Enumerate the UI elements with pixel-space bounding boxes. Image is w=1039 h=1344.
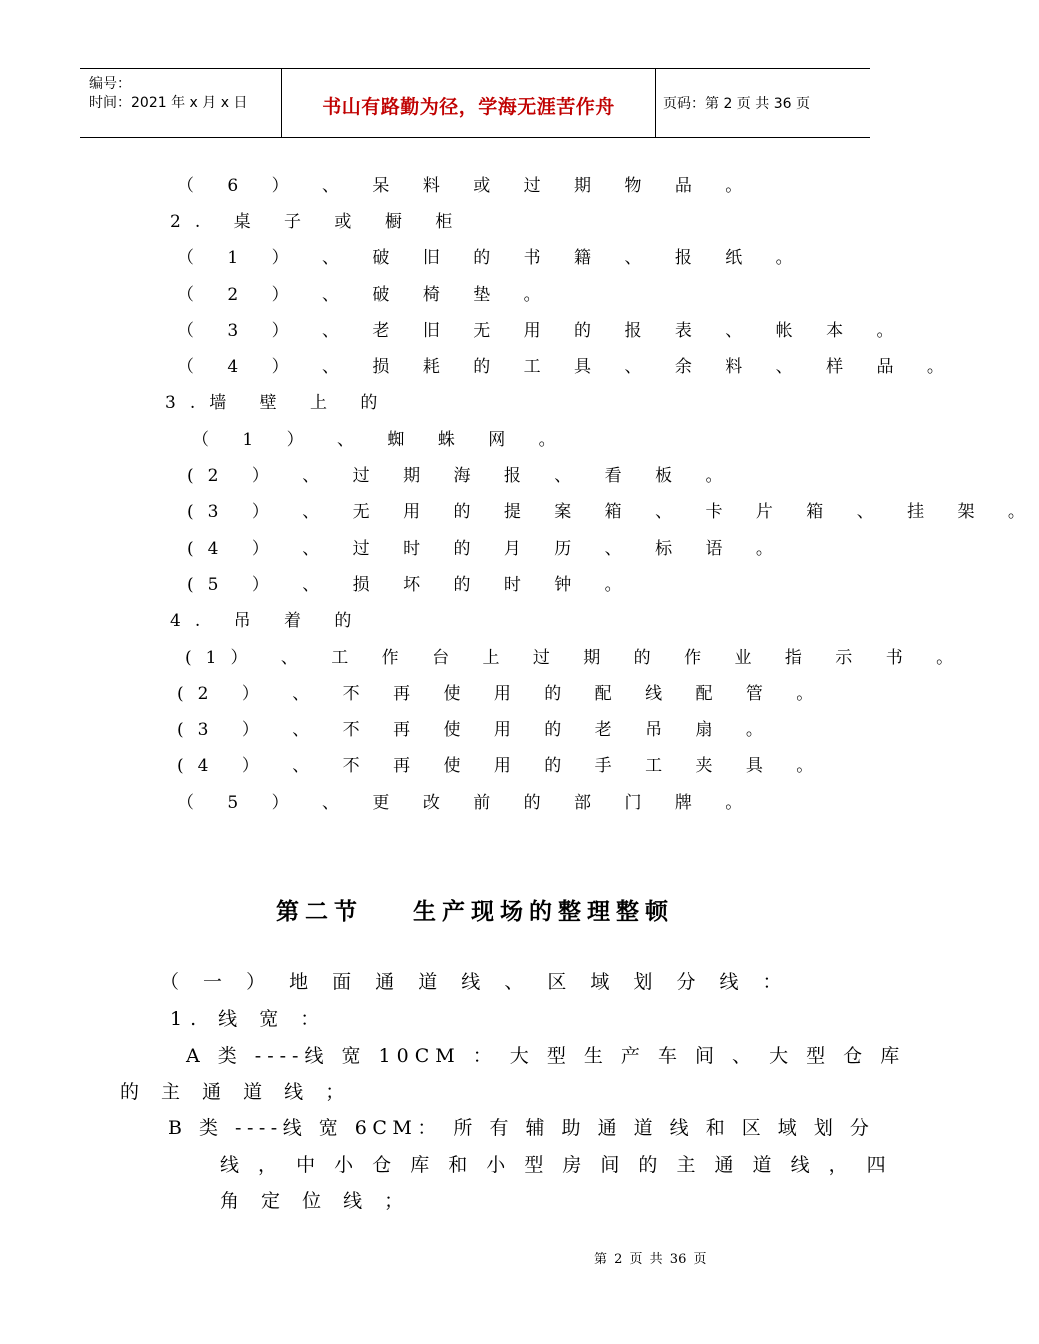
text-line: (2 ） 、 不 再 使 用 的 配 线 配 管 。 xyxy=(177,684,828,704)
text-line: 线 ， 中 小 仓 库 和 小 型 房 间 的 主 通 道 线 ， 四 xyxy=(220,1154,893,1176)
text-line: (3 ） 、 不 再 使 用 的 老 吊 扇 。 xyxy=(177,720,777,740)
number-label: 编号： xyxy=(89,76,131,92)
text-line: （ 1 ） 、 蜘 蛛 网 。 xyxy=(192,430,570,450)
text-line: A 类 ----线 宽 10CM ： 大 型 生 产 车 间 、 大 型 仓 库 xyxy=(186,1045,906,1067)
time-label: 时间：2021 年 x 月 x 日 xyxy=(89,95,248,111)
header-page-info: 页码：第 2 页 共 36 页 xyxy=(663,96,810,112)
section-title: 第二节 生产现场的整理整顿 xyxy=(275,899,674,925)
text-line: 3.墙 壁 上 的 xyxy=(165,393,392,413)
header-meta xyxy=(80,69,281,137)
text-line: 4. 吊 着 的 xyxy=(170,611,366,631)
text-line: （ 3 ） 、 老 旧 无 用 的 报 表 、 帐 本 。 xyxy=(177,321,908,341)
header-motto: 书山有路勤为径，学海无涯苦作舟 xyxy=(322,95,615,118)
text-line: (2 ） 、 过 期 海 报 、 看 板 。 xyxy=(187,466,737,486)
text-line: 角 定 位 线 ； xyxy=(220,1190,412,1212)
page-header xyxy=(80,68,870,138)
text-line: （ 5 ） 、 更 改 前 的 部 门 牌 。 xyxy=(177,793,757,813)
text-line: (5 ） 、 损 坏 的 时 钟 。 xyxy=(187,575,636,595)
text-line: （ 6 ） 、 呆 料 或 过 期 物 品 。 xyxy=(177,176,757,196)
text-line: (4 ） 、 不 再 使 用 的 手 工 夹 具 。 xyxy=(177,756,828,776)
text-line: 的 主 通 道 线 ； xyxy=(120,1081,353,1103)
text-line: (3 ） 、 无 用 的 提 案 箱 、 卡 片 箱 、 挂 架 。 xyxy=(187,502,1039,522)
page-footer: 第 2 页 共 36 页 xyxy=(594,1252,707,1267)
text-line: 2. 桌 子 或 橱 柜 xyxy=(170,212,467,232)
text-line: (1） 、 工 作 台 上 过 期 的 作 业 指 示 书 。 xyxy=(185,648,968,668)
header-motto-cell xyxy=(281,69,656,137)
header-page-cell xyxy=(655,69,870,137)
text-line: 1. 线 宽 ： xyxy=(170,1008,328,1030)
text-line: （ 一 ） 地 面 通 道 线 、 区 域 划 分 线 ： xyxy=(160,971,791,993)
text-line: (4 ） 、 过 时 的 月 历 、 标 语 。 xyxy=(187,539,787,559)
text-line: （ 2 ） 、 破 椅 垫 。 xyxy=(177,285,555,305)
text-line: B 类 ----线 宽 6CM： 所 有 辅 助 通 道 线 和 区 域 划 分 xyxy=(168,1117,875,1139)
text-line: （ 4 ） 、 损 耗 的 工 具 、 余 料 、 样 品 。 xyxy=(177,357,958,377)
text-line: （ 1 ） 、 破 旧 的 书 籍 、 报 纸 。 xyxy=(177,248,807,268)
